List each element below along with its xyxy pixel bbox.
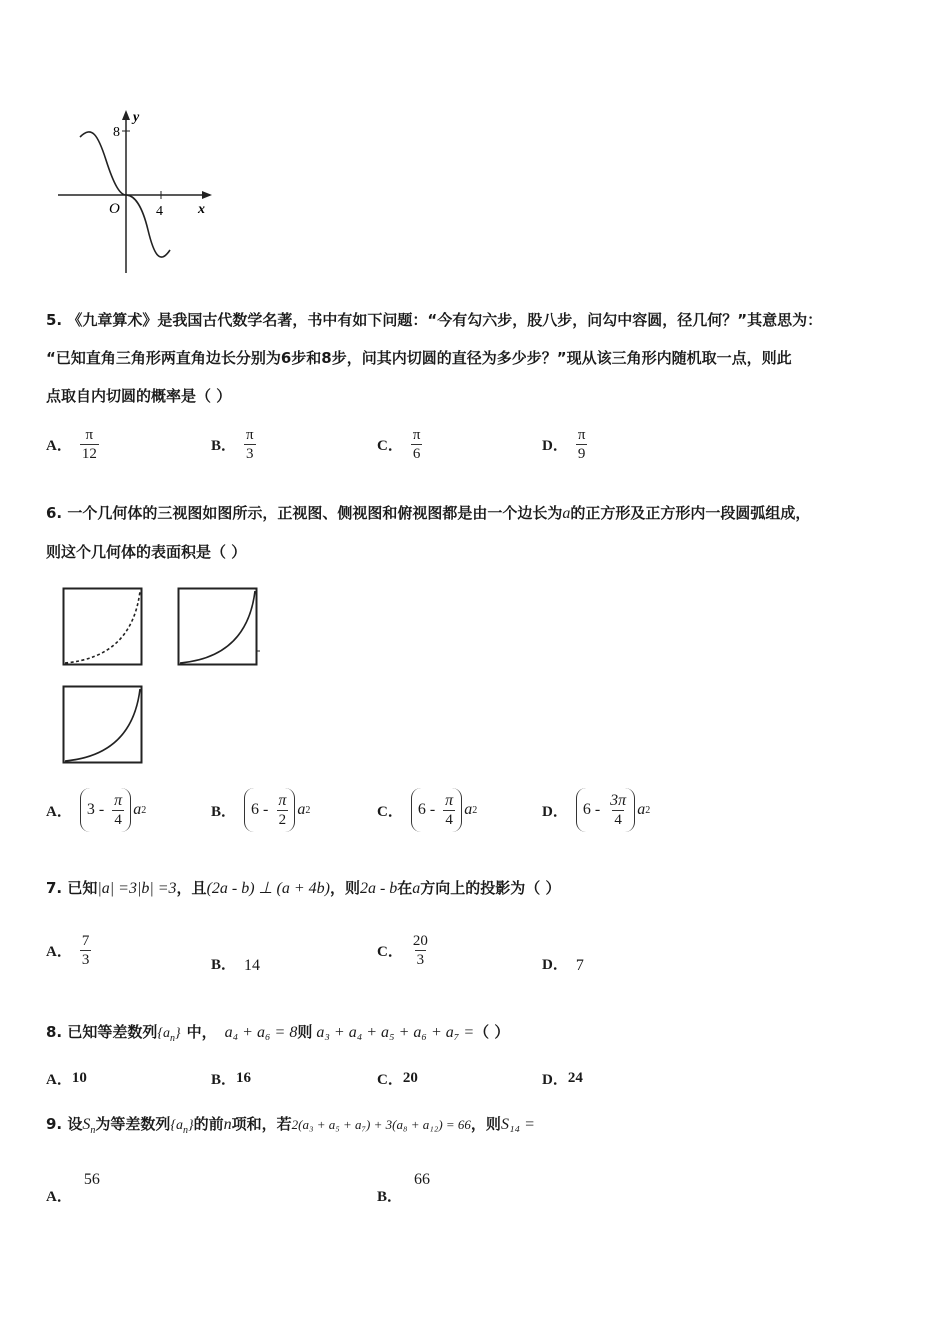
option-value: 14 [244, 957, 261, 974]
q8-option-a[interactable] [46, 1053, 87, 1103]
q5-option-c[interactable] [377, 419, 422, 469]
option-value: 66 [414, 1171, 431, 1188]
sequence: $\{a_n\}$ [157, 1026, 181, 1044]
fraction: $\frac{\pi}{6}$ [412, 426, 421, 462]
question-5 [46, 301, 916, 415]
function-graph [50, 105, 220, 280]
target: S₁₄ = [500, 1116, 535, 1133]
top-view-figure [62, 685, 144, 765]
fraction: $\frac{7}{3}$ [81, 932, 90, 968]
expression: 2a - b [359, 880, 398, 897]
front-view-figure [62, 587, 144, 667]
q7-option-b[interactable] [211, 938, 260, 988]
sequence: $\{a_n\}$ [170, 1118, 194, 1136]
parenthesized-expression: 3 - $\frac{\pi}{4}$ [80, 788, 131, 832]
option-label: D． [542, 803, 568, 820]
q6-option-d[interactable]: D． 6 - $\frac{3\pi}{4}$ a 2 [542, 785, 650, 835]
parenthesized-expression: 6 - $\frac{3\pi}{4}$ [576, 788, 635, 832]
option-label: D． [542, 956, 568, 973]
origin-label: O [109, 201, 120, 217]
y-tick-label: 8 [113, 125, 120, 140]
q5-line-2: “已知直角三角形两直角边长分别为6步和8步，问其内切圆的直径为多少步？”现从该三角形内随机取一点，则此 [46, 349, 792, 367]
y-axis-label: y [133, 110, 140, 125]
parenthesized-expression: 6 - $\frac{\pi}{2}$ [244, 788, 295, 832]
x-axis-label: x [198, 202, 205, 217]
fraction: $\frac{\pi}{12}$ [81, 426, 97, 462]
q5-line-1: 5. 《九章算术》是我国古代数学名著，书中有如下问题：“今有勾六步，股八步，问勾中容圆，径几何？”其意思为： [46, 311, 823, 329]
option-label: D． [542, 437, 568, 454]
sum-sn: $S_n$ [82, 1116, 96, 1137]
option-value: 16 [236, 1069, 252, 1086]
q5-option-b[interactable] [211, 419, 256, 469]
q8-option-d[interactable] [542, 1053, 583, 1103]
option-label: B． [377, 1188, 403, 1205]
condition-2: (2a - b) ⊥ (a + 4b) [206, 880, 330, 897]
y-axis-arrow [122, 110, 130, 120]
parenthesized-expression: 6 - $\frac{\pi}{4}$ [411, 788, 462, 832]
option-value: 24 [567, 1069, 583, 1086]
q5-option-d[interactable] [542, 419, 587, 469]
option-label: C． [377, 943, 403, 960]
condition: 2(a₃ + a₅ + a₇) + 3(a₈ + a₁₂) = 66 [291, 1117, 471, 1132]
option-label: C． [377, 803, 403, 820]
option-label: B． [211, 1071, 237, 1088]
fraction: $\frac{\pi}{4}$ [445, 791, 454, 828]
q6-option-b[interactable]: B． 6 - $\frac{\pi}{2}$ a 2 [211, 785, 310, 835]
option-label: A． [46, 943, 72, 960]
fraction: $\frac{\pi}{4}$ [114, 791, 123, 828]
option-label: B． [211, 437, 237, 454]
q7-option-d[interactable] [542, 938, 584, 988]
fraction: $\frac{\pi}{2}$ [278, 791, 287, 828]
q6-option-c[interactable]: C． 6 - $\frac{\pi}{4}$ a 2 [377, 785, 477, 835]
fraction: $\frac{3\pi}{4}$ [610, 791, 627, 828]
option-label: A． [46, 1071, 72, 1088]
question-8: 8. 已知等差数列$\{a_n\}$ 中， a₄ + a₆ = 8则 a₃ + a₄ + a₅ + a₆ + a₇ =（ ） [46, 1023, 510, 1044]
fraction: $\frac{\pi}{3}$ [246, 426, 254, 462]
q7-option-a[interactable] [46, 925, 91, 975]
option-label: C． [377, 437, 403, 454]
x-axis-arrow [202, 191, 212, 199]
q9-option-a[interactable] [46, 1158, 100, 1208]
option-label: B． [211, 956, 237, 973]
option-value: 10 [71, 1069, 87, 1086]
question-7: 7. 已知|a| =3|b| =3，且(2a - b) ⊥ (a + 4b)，则2a - b在a方向上的投影为（ ） [46, 879, 561, 897]
fraction: $\frac{\pi}{9}$ [577, 426, 586, 462]
option-value: 56 [83, 1171, 100, 1188]
question-6 [46, 494, 916, 571]
q8-option-b[interactable] [211, 1053, 251, 1103]
var-a: a [562, 505, 571, 522]
fraction: $\frac{20}{3}$ [412, 932, 428, 968]
option-label: A． [46, 1188, 72, 1205]
question-9: 9. 设$S_n$为等差数列$\{a_n\}$的前n项和，若2(a₃ + a₅ + a₇) + 3(a₈ + a₁₂) = 66，则S₁₄ = [46, 1115, 535, 1137]
q6-line-1: 6. 一个几何体的三视图如图所示，正视图、侧视图和俯视图都是由一个边长为a的正方形及正方形内一段圆弧组成， [46, 504, 811, 522]
var-n: n [223, 1116, 232, 1133]
option-label: A． [46, 437, 72, 454]
option-label: D． [542, 1071, 568, 1088]
option-value: 7 [575, 957, 584, 974]
option-value: 20 [402, 1069, 418, 1086]
q6-line-2: 则这个几何体的表面积是（ ） [46, 543, 247, 561]
q5-line-3: 点取自内切圆的概率是（ ） [46, 387, 232, 405]
side-view-figure [177, 587, 261, 667]
q5-option-a[interactable] [46, 419, 99, 469]
vector-a: a [412, 880, 421, 897]
option-label: A． [46, 803, 72, 820]
q7-option-c[interactable] [377, 925, 430, 975]
expression: a₃ + a₄ + a₅ + a₆ + a₇ = [316, 1024, 475, 1041]
option-label: B． [211, 803, 237, 820]
q9-option-b[interactable] [377, 1158, 430, 1208]
x-tick-label: 4 [156, 204, 163, 219]
condition-1: |a| =3|b| =3 [97, 880, 177, 897]
q8-option-c[interactable] [377, 1053, 418, 1103]
q6-option-a[interactable]: A． 3 - $\frac{\pi}{4}$ a 2 [46, 785, 146, 835]
condition: a₄ + a₆ = 8 [224, 1024, 298, 1041]
option-label: C． [377, 1071, 403, 1088]
